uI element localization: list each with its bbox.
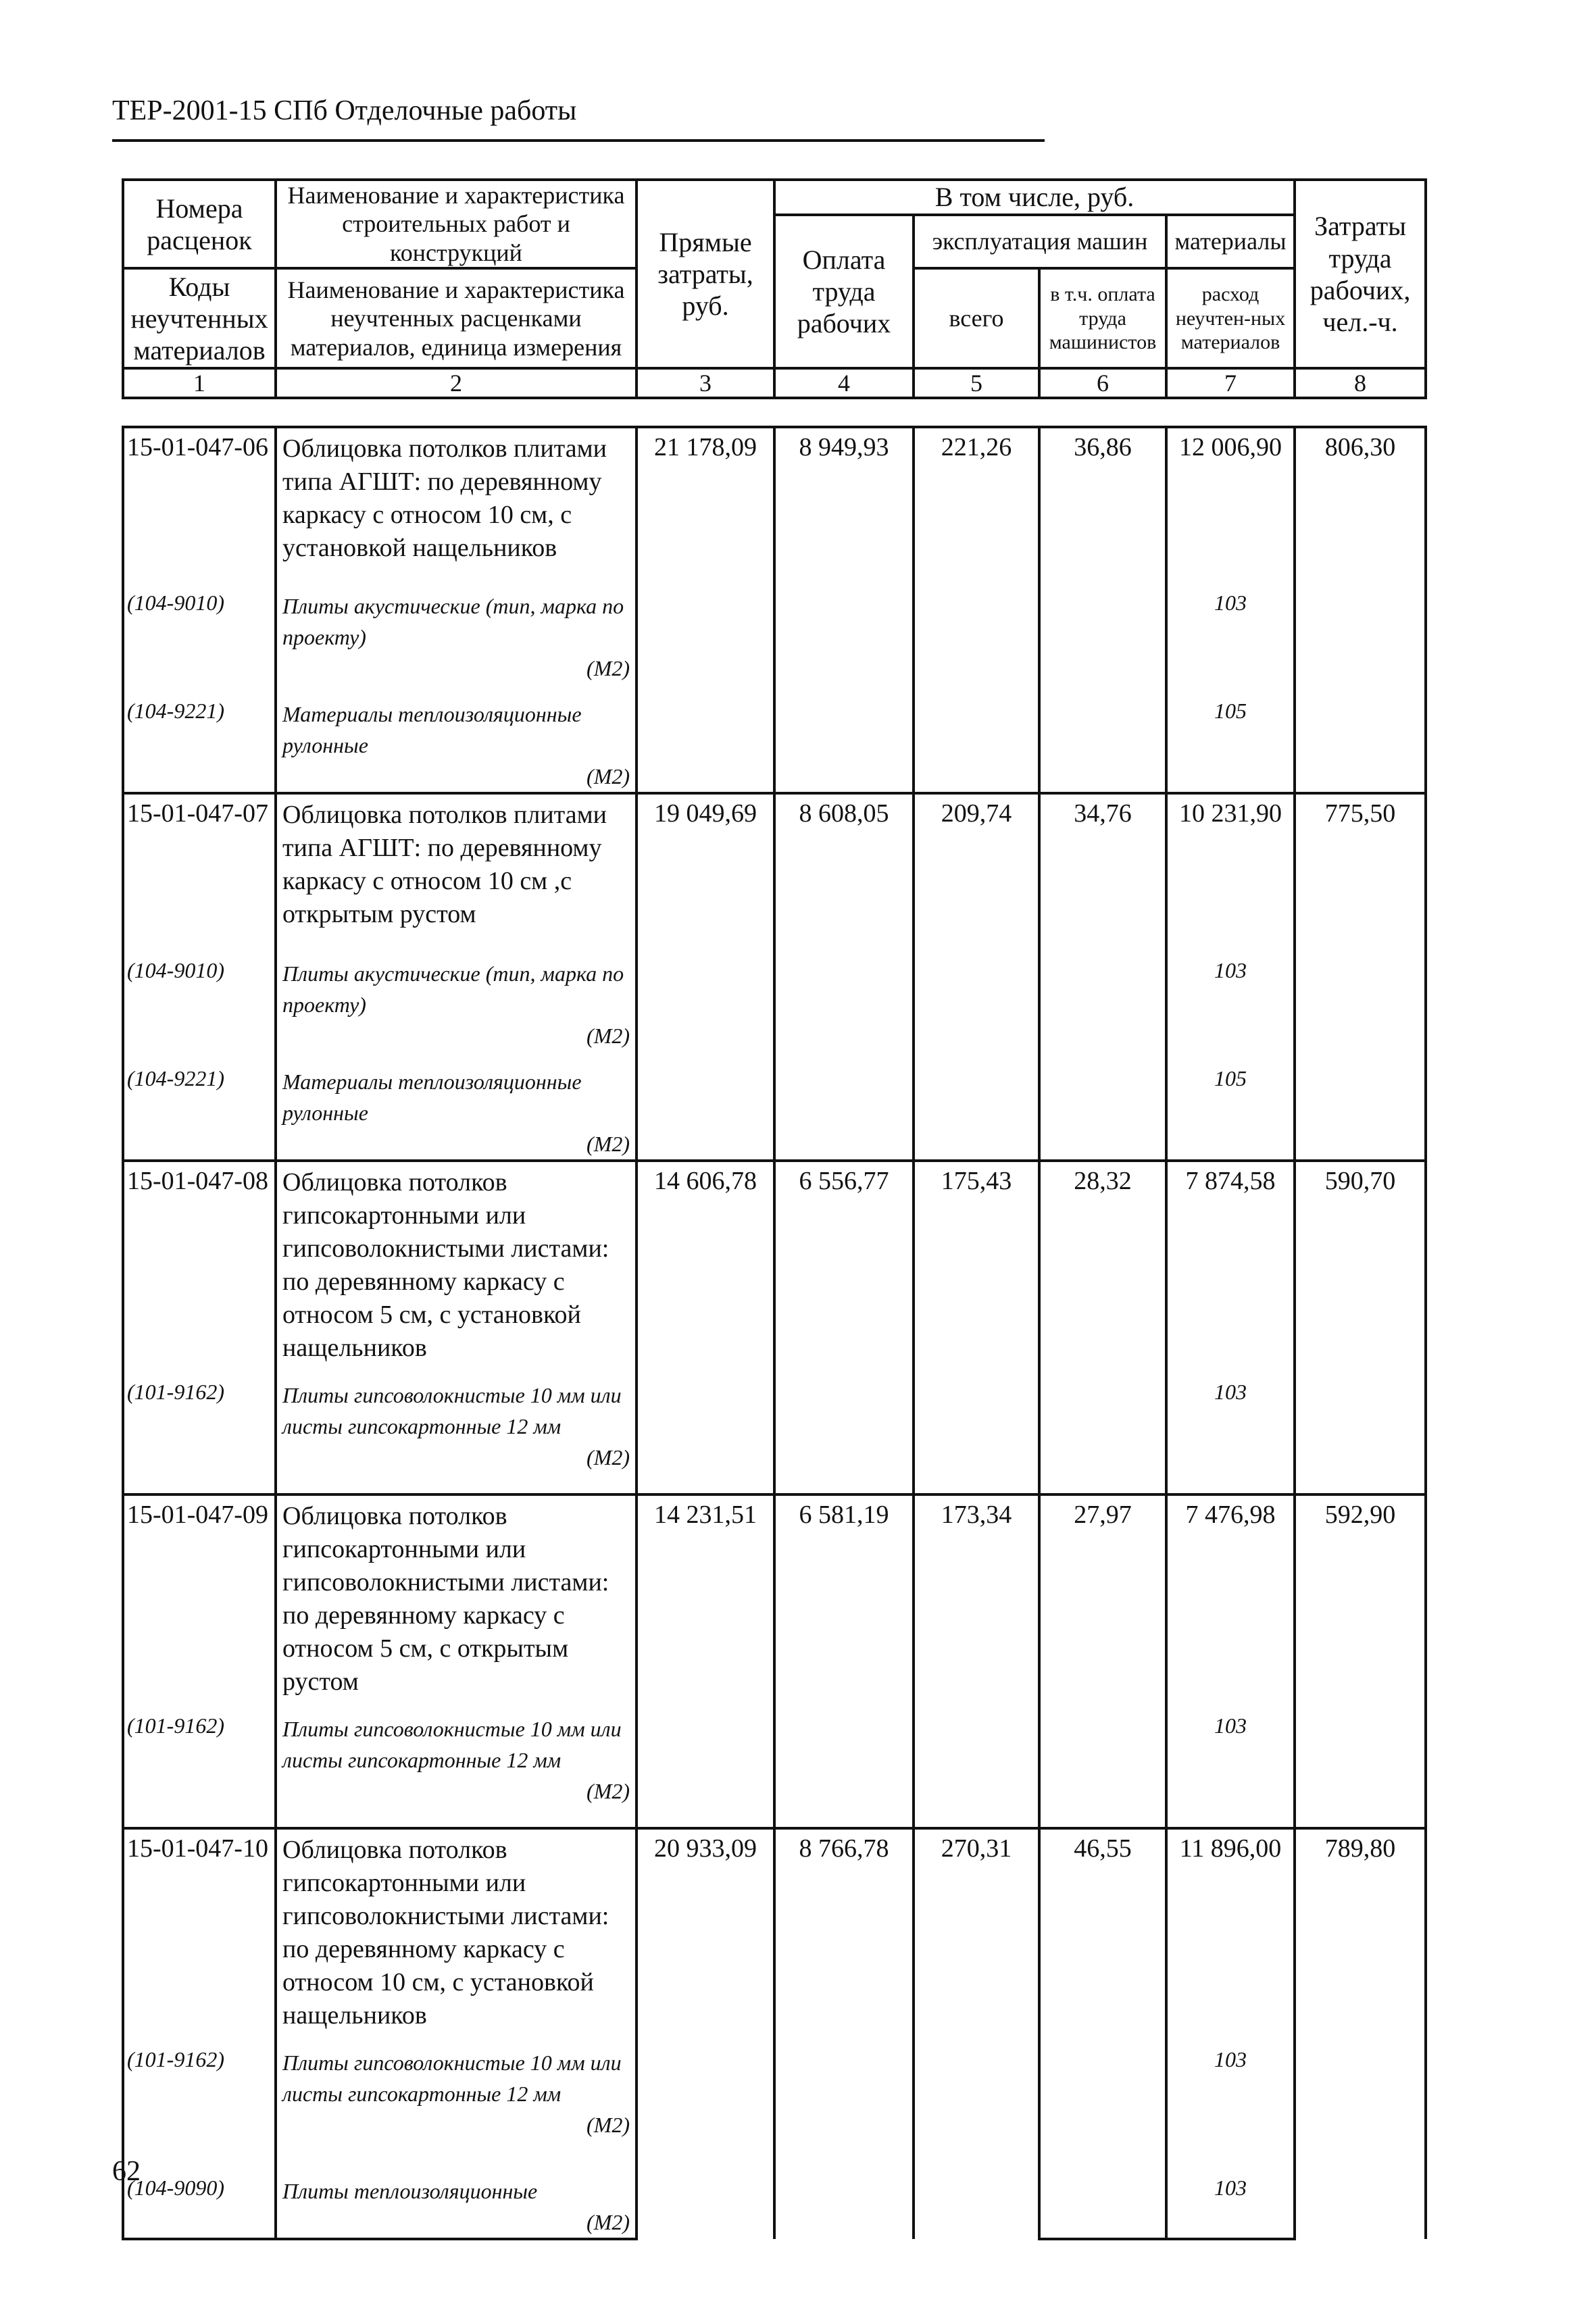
- rate-code: 15-01-047-07: [123, 793, 276, 943]
- material-code: (101-9162): [123, 1699, 276, 1828]
- empty-cell: [1039, 943, 1166, 1051]
- col-number-2: 2: [276, 368, 637, 398]
- col-number-1: 1: [123, 368, 276, 398]
- labor-hours: 775,50: [1295, 793, 1426, 1161]
- material-cell: [276, 684, 637, 793]
- empty-cell: [1039, 2161, 1166, 2239]
- col-number-7: 7: [1166, 368, 1295, 398]
- material-name: Материалы теплоизоляционные рулонные: [282, 1070, 582, 1125]
- direct-cost: 19 049,69: [637, 793, 774, 1161]
- rate-row: [123, 793, 1426, 943]
- machinists-pay: 34,76: [1039, 793, 1166, 943]
- materials-header: материалы: [1166, 215, 1295, 268]
- material-qty: 103: [1166, 576, 1295, 684]
- labor-hours: 592,90: [1295, 1494, 1426, 1828]
- machines-header: эксплуатация машин: [914, 215, 1166, 268]
- rate-row: [123, 1828, 1426, 2032]
- machines-total: 175,43: [914, 1161, 1039, 1494]
- material-unit: (M2): [587, 1132, 630, 1156]
- material-code: (104-9090): [123, 2161, 276, 2239]
- empty-cell: [1039, 1365, 1166, 1494]
- col-number-8: 8: [1295, 368, 1426, 398]
- material-unit: (M2): [587, 1779, 630, 1803]
- material-cell: [276, 2161, 637, 2239]
- rate-code: 15-01-047-09: [123, 1494, 276, 1699]
- material-qty: 103: [1166, 1365, 1295, 1494]
- empty-cell: [1039, 1051, 1166, 1161]
- material-qty: 105: [1166, 1051, 1295, 1161]
- rate-name: Облицовка потолков плитами типа АГШТ: по деревянному каркасу с относом 10 см ,с открытым рустом: [276, 793, 637, 943]
- material-unit: (M2): [587, 2210, 630, 2234]
- direct-cost: 14 606,78: [637, 1161, 774, 1494]
- rate-name: Облицовка потолков гипсокартонными или гипсоволокнистыми листами: по деревянному каркасу с относом 5 см, с открытым рустом: [276, 1494, 637, 1699]
- rate-code: 15-01-047-08: [123, 1161, 276, 1365]
- col-number-3: 3: [637, 368, 774, 398]
- material-code: (101-9162): [123, 2032, 276, 2161]
- machinists-pay: 28,32: [1039, 1161, 1166, 1365]
- material-cell: [276, 1051, 637, 1161]
- material-qty: 103: [1166, 943, 1295, 1051]
- material-qty: 103: [1166, 1699, 1295, 1828]
- rate-name: Облицовка потолков гипсокартонными или гипсоволокнистыми листами: по деревянному каркасу с относом 5 см, с установкой нащельников: [276, 1161, 637, 1365]
- labor-cost: 8 949,93: [774, 427, 914, 793]
- col2-header-bottom: Наименование и характеристика неучтенных расценками материалов, единица измерения: [276, 268, 637, 368]
- col1-header-top: Номера расценок: [123, 180, 276, 268]
- material-name: Плиты акустические (тип, марка по проекту): [282, 961, 624, 1017]
- material-name: Плиты акустические (тип, марка по проекту): [282, 594, 624, 649]
- rate-code: 15-01-047-10: [123, 1828, 276, 2032]
- material-qty: 105: [1166, 684, 1295, 793]
- material-name: Материалы теплоизоляционные рулонные: [282, 702, 582, 757]
- empty-cell: [1039, 2032, 1166, 2161]
- labor-cost: 6 556,77: [774, 1161, 914, 1494]
- labor-cost: 6 581,19: [774, 1494, 914, 1828]
- material-qty: 103: [1166, 2032, 1295, 2161]
- rate-row: [123, 1161, 1426, 1365]
- material-unit: (M2): [587, 2113, 630, 2137]
- col-number-4: 4: [774, 368, 914, 398]
- machinists-pay: 46,55: [1039, 1828, 1166, 2032]
- rates-table: [122, 426, 1427, 2240]
- running-title: ТЕР-2001-15 СПб Отделочные работы: [112, 95, 577, 126]
- empty-cell: [1039, 684, 1166, 793]
- direct-cost: 20 933,09: [637, 1828, 774, 2239]
- including-header: В том числе, руб.: [774, 180, 1295, 215]
- material-unit: (M2): [587, 764, 630, 788]
- direct-cost: 14 231,51: [637, 1494, 774, 1828]
- machines-total: 221,26: [914, 427, 1039, 793]
- direct-cost: 21 178,09: [637, 427, 774, 793]
- machines-total: 209,74: [914, 793, 1039, 1161]
- material-code: (104-9010): [123, 943, 276, 1051]
- header-table: [122, 178, 1427, 399]
- labor-cost: 8 608,05: [774, 793, 914, 1161]
- col1-header-bottom: Коды неучтенных материалов: [123, 268, 276, 368]
- material-qty: 103: [1166, 2161, 1295, 2239]
- col8-header: Затраты труда рабочих, чел.-ч.: [1295, 180, 1426, 368]
- labor-cost: 8 766,78: [774, 1828, 914, 2239]
- rate-code: 15-01-047-06: [123, 427, 276, 576]
- material-name: Плиты гипсоволокнистые 10 мм или листы гипсокартонные 12 мм: [282, 1717, 622, 1772]
- material-cell: [276, 2032, 637, 2161]
- materials-cost: 7 476,98: [1166, 1494, 1295, 1699]
- material-code: (104-9221): [123, 1051, 276, 1161]
- empty-cell: [1039, 576, 1166, 684]
- material-cell: [276, 1699, 637, 1828]
- material-name: Плиты теплоизоляционные: [282, 2179, 538, 2203]
- col5-header: всего: [914, 268, 1039, 368]
- rate-name: Облицовка потолков плитами типа АГШТ: по деревянному каркасу с относом 10 см, с установкой нащельников: [276, 427, 637, 576]
- col-number-6: 6: [1039, 368, 1166, 398]
- materials-cost: 7 874,58: [1166, 1161, 1295, 1365]
- machinists-pay: 27,97: [1039, 1494, 1166, 1699]
- materials-cost: 11 896,00: [1166, 1828, 1295, 2032]
- page-number: 62: [112, 2156, 141, 2187]
- material-code: (104-9010): [123, 576, 276, 684]
- material-cell: [276, 576, 637, 684]
- rate-row: [123, 1494, 1426, 1699]
- material-code: (104-9221): [123, 684, 276, 793]
- material-name: Плиты гипсоволокнистые 10 мм или листы гипсокартонные 12 мм: [282, 2051, 622, 2106]
- material-unit: (M2): [587, 1445, 630, 1469]
- rate-row: [123, 427, 1426, 576]
- material-unit: (M2): [587, 656, 630, 680]
- rate-name: Облицовка потолков гипсокартонными или гипсоволокнистыми листами: по деревянному каркасу с относом 10 см, с установкой нащельников: [276, 1828, 637, 2032]
- empty-cell: [1039, 1699, 1166, 1828]
- material-cell: [276, 943, 637, 1051]
- col3-header: Прямые затраты, руб.: [637, 180, 774, 368]
- material-cell: [276, 1365, 637, 1494]
- labor-hours: 789,80: [1295, 1828, 1426, 2239]
- col4-header: Оплата труда рабочих: [774, 215, 914, 368]
- col-number-5: 5: [914, 368, 1039, 398]
- col6-header: в т.ч. оплата труда машинистов: [1039, 268, 1166, 368]
- material-code: (101-9162): [123, 1365, 276, 1494]
- col7-header: расход неучтен-ных материалов: [1166, 268, 1295, 368]
- materials-cost: 12 006,90: [1166, 427, 1295, 576]
- machines-total: 173,34: [914, 1494, 1039, 1828]
- material-name: Плиты гипсоволокнистые 10 мм или листы гипсокартонные 12 мм: [282, 1383, 622, 1438]
- machinists-pay: 36,86: [1039, 427, 1166, 576]
- title-rule: [112, 139, 1045, 142]
- labor-hours: 590,70: [1295, 1161, 1426, 1494]
- machines-total: 270,31: [914, 1828, 1039, 2239]
- labor-hours: 806,30: [1295, 427, 1426, 793]
- col2-header-top: Наименование и характеристика строительных работ и конструкций: [276, 180, 637, 268]
- material-unit: (M2): [587, 1024, 630, 1048]
- materials-cost: 10 231,90: [1166, 793, 1295, 943]
